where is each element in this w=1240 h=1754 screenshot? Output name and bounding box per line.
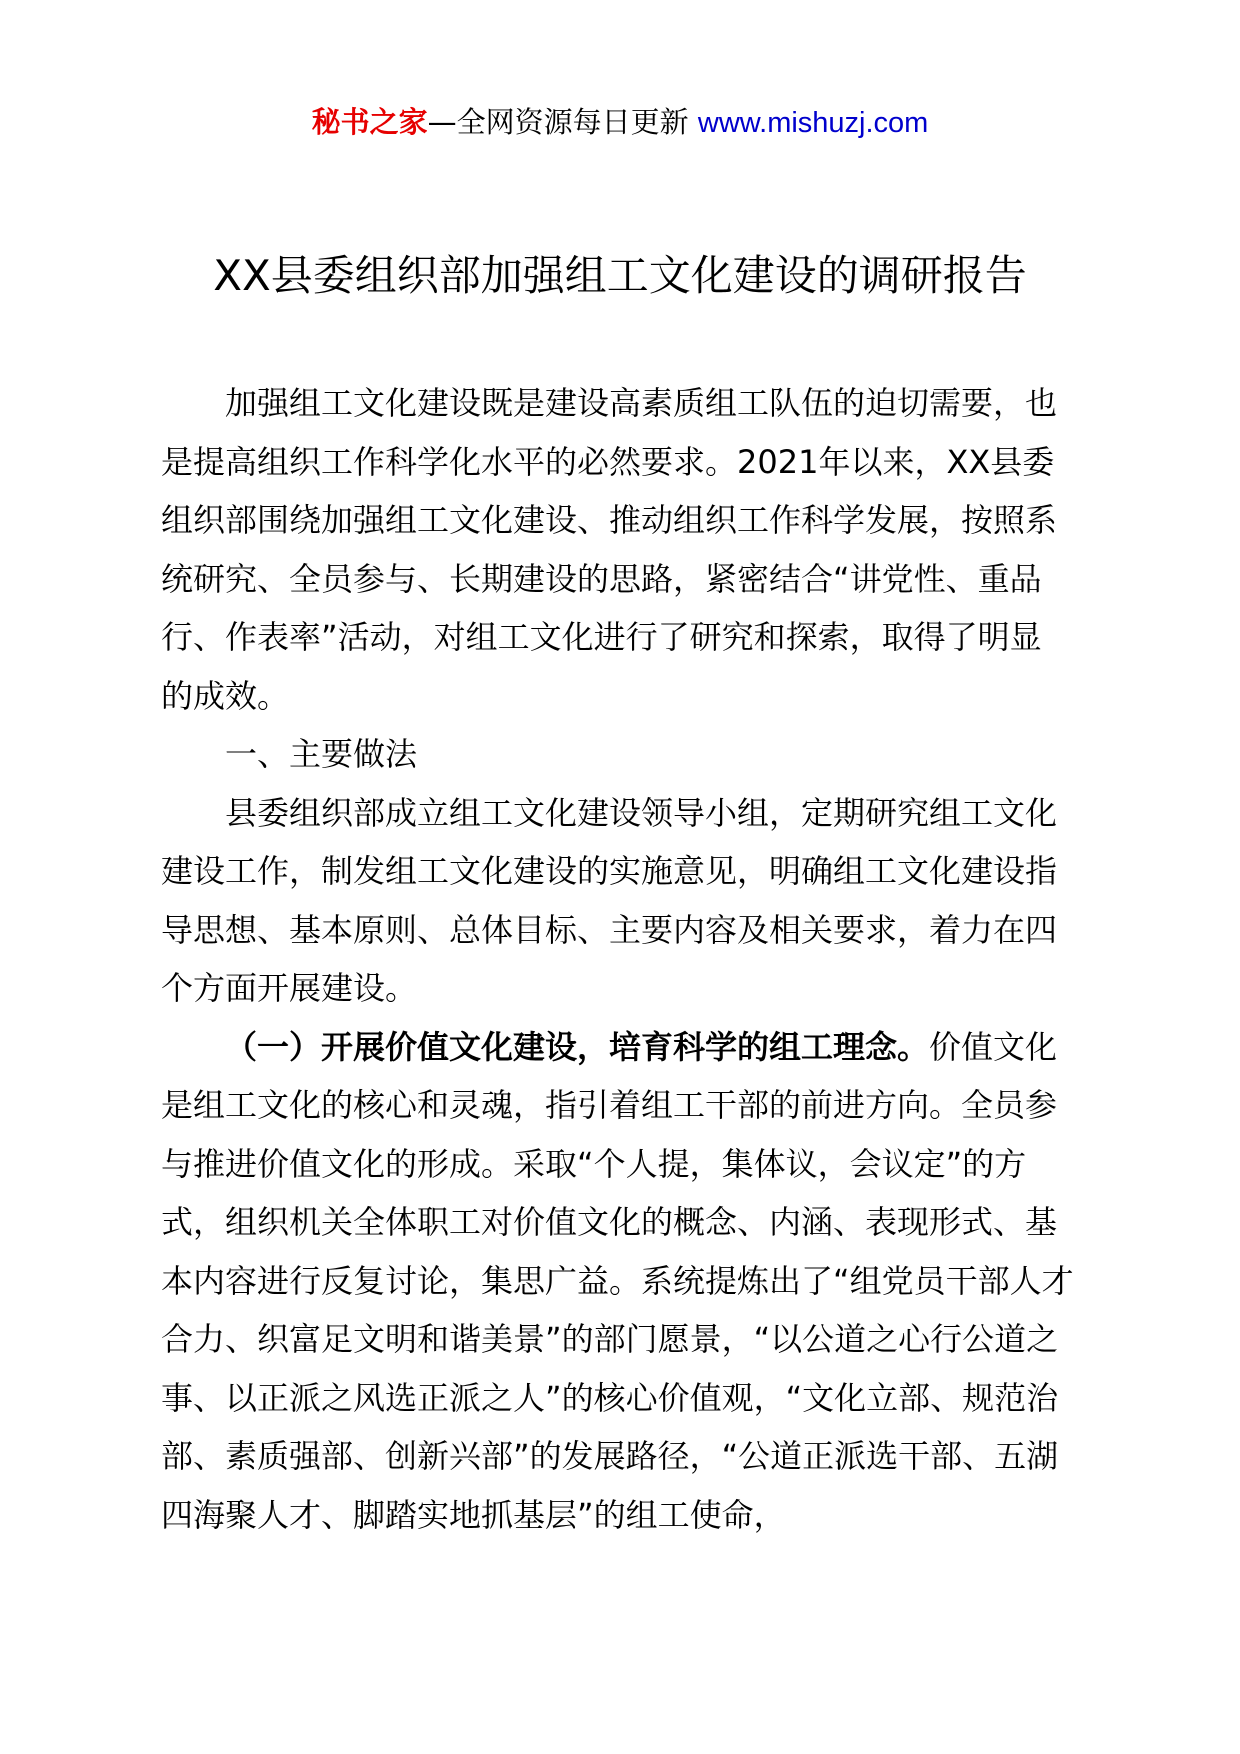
document-title: XX县委组织部加强组工文化建设的调研报告 [213, 251, 1027, 300]
document-body [161, 374, 1081, 1544]
site-header [0, 102, 1240, 143]
brand-name: 秘书之家 [311, 105, 428, 139]
intro-paragraph: 加强组工文化建设既是建设高素质组工队伍的迫切需要，也是提高组织工作科学化水平的必然要求。2021年以来，XX县委组织部围绕加强组工文化建设、推动组织工作科学发展，按照系统研究、全员参与、长期建设的思路，紧密结合“讲党性、重品行、作表率”活动，对组工文化进行了研究和探索，取得了明显的成效。 [161, 384, 1058, 715]
section-paragraph: 县委组织部成立组工文化建设领导小组，定期研究组工文化建设工作，制发组工文化建设的实施意见，明确组工文化建设指导思想、基本原则、总体目标、主要内容及相关要求，着力在四个方面开展建设。 [161, 793, 1058, 1007]
header-tagline: —全网资源每日更新 [427, 105, 689, 139]
section-heading: 一、主要做法 [225, 735, 418, 773]
item-body: 价值文化是组工文化的核心和灵魂，指引着组工干部的前进方向。全员参与推进价值文化的形成。采取“个人提，集体议，会议定”的方式，组织机关全体职工对价值文化的概念、内涵、表现形式、基本内容进行反复讨论，集思广益。系统提炼出了“组党员干部人才合力、织富足文明和谐美景”的部门愿景，“以公道之心行公道之事、以正派之风选正派之人”的核心价值观，“文化立部、规范治部、素质强部、创新兴部”的发展路径，“公道正派选干部、五湖四海聚人才、脚踏实地抓基层”的组工使命， [161, 1027, 1074, 1534]
site-url: www.mishuzj.com [697, 107, 929, 139]
item-heading: （一）开展价值文化建设，培育科学的组工理念。 [225, 1027, 930, 1066]
item-paragraph [161, 1018, 1081, 1545]
